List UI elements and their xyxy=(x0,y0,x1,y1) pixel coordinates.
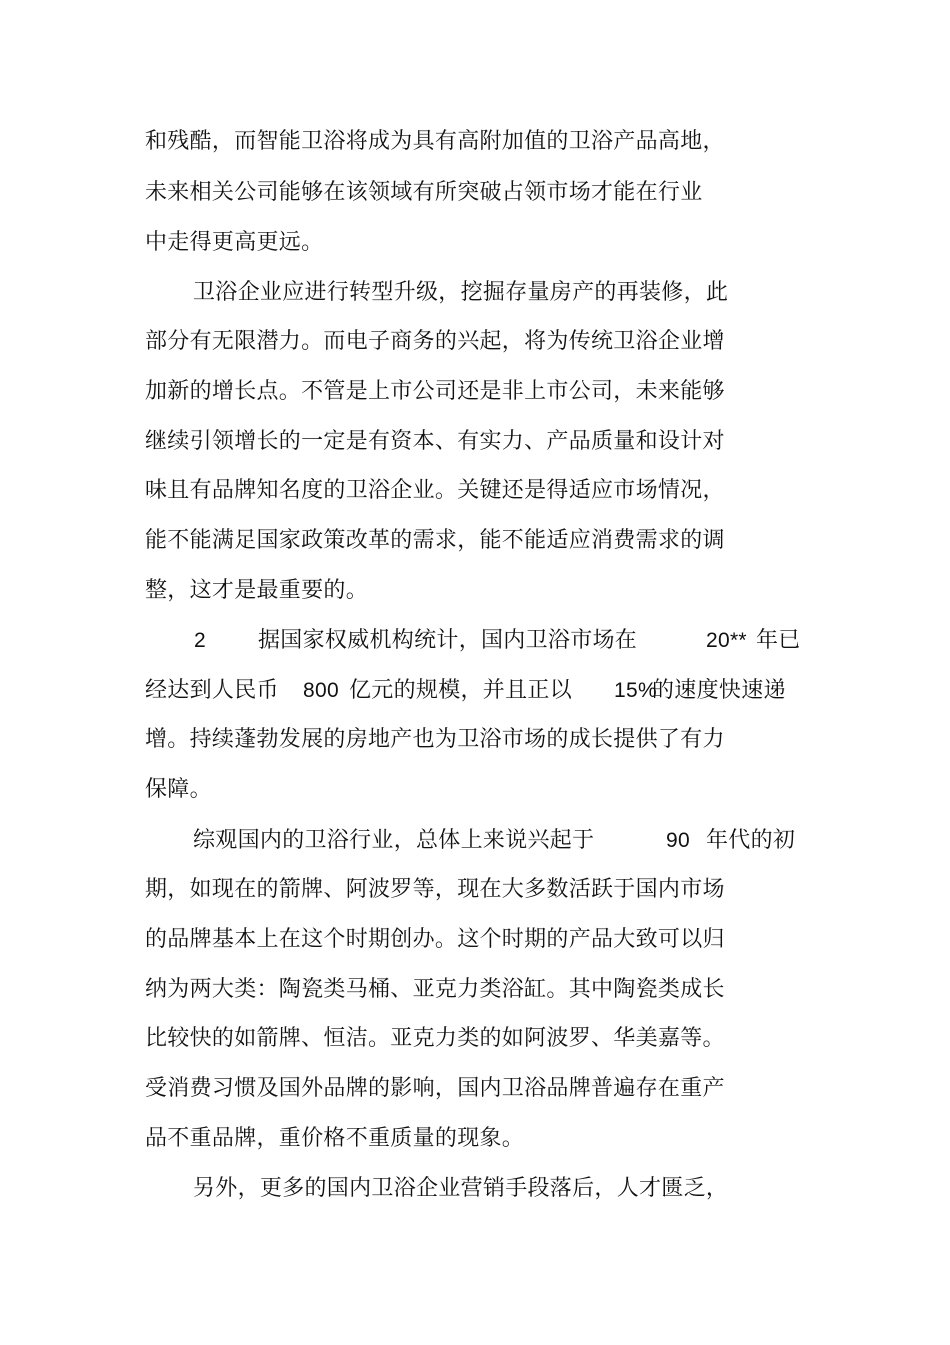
paragraph-line: 味且有品牌知名度的卫浴企业。关键还是得适应市场情况， xyxy=(145,478,725,503)
paragraph-text: 经达到人民币 xyxy=(145,678,279,703)
paragraph-line: 比较快的如箭牌、恒洁。亚克力类的如阿波罗、华美嘉等。 xyxy=(145,1026,725,1051)
paragraph-line: 保障。 xyxy=(145,777,212,802)
paragraph-line: 的品牌基本上在这个时期创办。这个时期的产品大致可以归 xyxy=(145,927,725,952)
paragraph-line: 整，这才是最重要的。 xyxy=(145,578,369,603)
paragraph-line: 中走得更高更远。 xyxy=(145,230,324,255)
rate-value: 15% xyxy=(614,679,657,702)
decade-value: 90 xyxy=(666,829,690,852)
paragraph-line: 未来相关公司能够在该领域有所突破占领市场才能在行业 xyxy=(145,180,703,205)
paragraph-line: 期，如现在的箭牌、阿波罗等，现在大多数活跃于国内市场 xyxy=(145,877,725,902)
paragraph-text: 年已 xyxy=(756,628,801,653)
paragraph-text: 亿元的规模，并且正以 xyxy=(349,678,573,703)
paragraph-line: 加新的增长点。不管是上市公司还是非上市公司，未来能够 xyxy=(145,379,725,404)
paragraph-line: 另外，更多的国内卫浴企业营销手段落后，人才匮乏， xyxy=(193,1176,729,1201)
paragraph-text: 综观国内的卫浴行业，总体上来说兴起于 xyxy=(193,828,595,853)
paragraph-line: 受消费习惯及国外品牌的影响，国内卫浴品牌普遍存在重产 xyxy=(145,1076,725,1101)
paragraph-line: 增。持续蓬勃发展的房地产也为卫浴市场的成长提供了有力 xyxy=(145,727,725,752)
paragraph-line: 纳为两大类：陶瓷类马桶、亚克力类浴缸。其中陶瓷类成长 xyxy=(145,977,725,1002)
paragraph-line: 品不重品牌，重价格不重质量的现象。 xyxy=(145,1126,525,1151)
paragraph-line: 卫浴企业应进行转型升级，挖掘存量房产的再装修，此 xyxy=(193,280,729,305)
paragraph-text: 年代的初 xyxy=(706,828,796,853)
paragraph-line: 能不能满足国家政策改革的需求，能不能适应消费需求的调 xyxy=(145,528,725,553)
paragraph-line: 和残酷，而智能卫浴将成为具有高附加值的卫浴产品高地， xyxy=(145,129,725,154)
section-number: 2 xyxy=(194,629,206,652)
paragraph-line: 继续引领增长的一定是有资本、有实力、产品质量和设计对 xyxy=(145,429,725,454)
paragraph-text: 的速度快速递 xyxy=(652,678,786,703)
paragraph-line: 部分有无限潜力。而电子商务的兴起，将为传统卫浴企业增 xyxy=(145,329,725,354)
paragraph-text: 据国家权威机构统计，国内卫浴市场在 xyxy=(258,628,638,653)
year-value: 20** xyxy=(706,629,747,652)
amount-value: 800 xyxy=(303,679,339,702)
